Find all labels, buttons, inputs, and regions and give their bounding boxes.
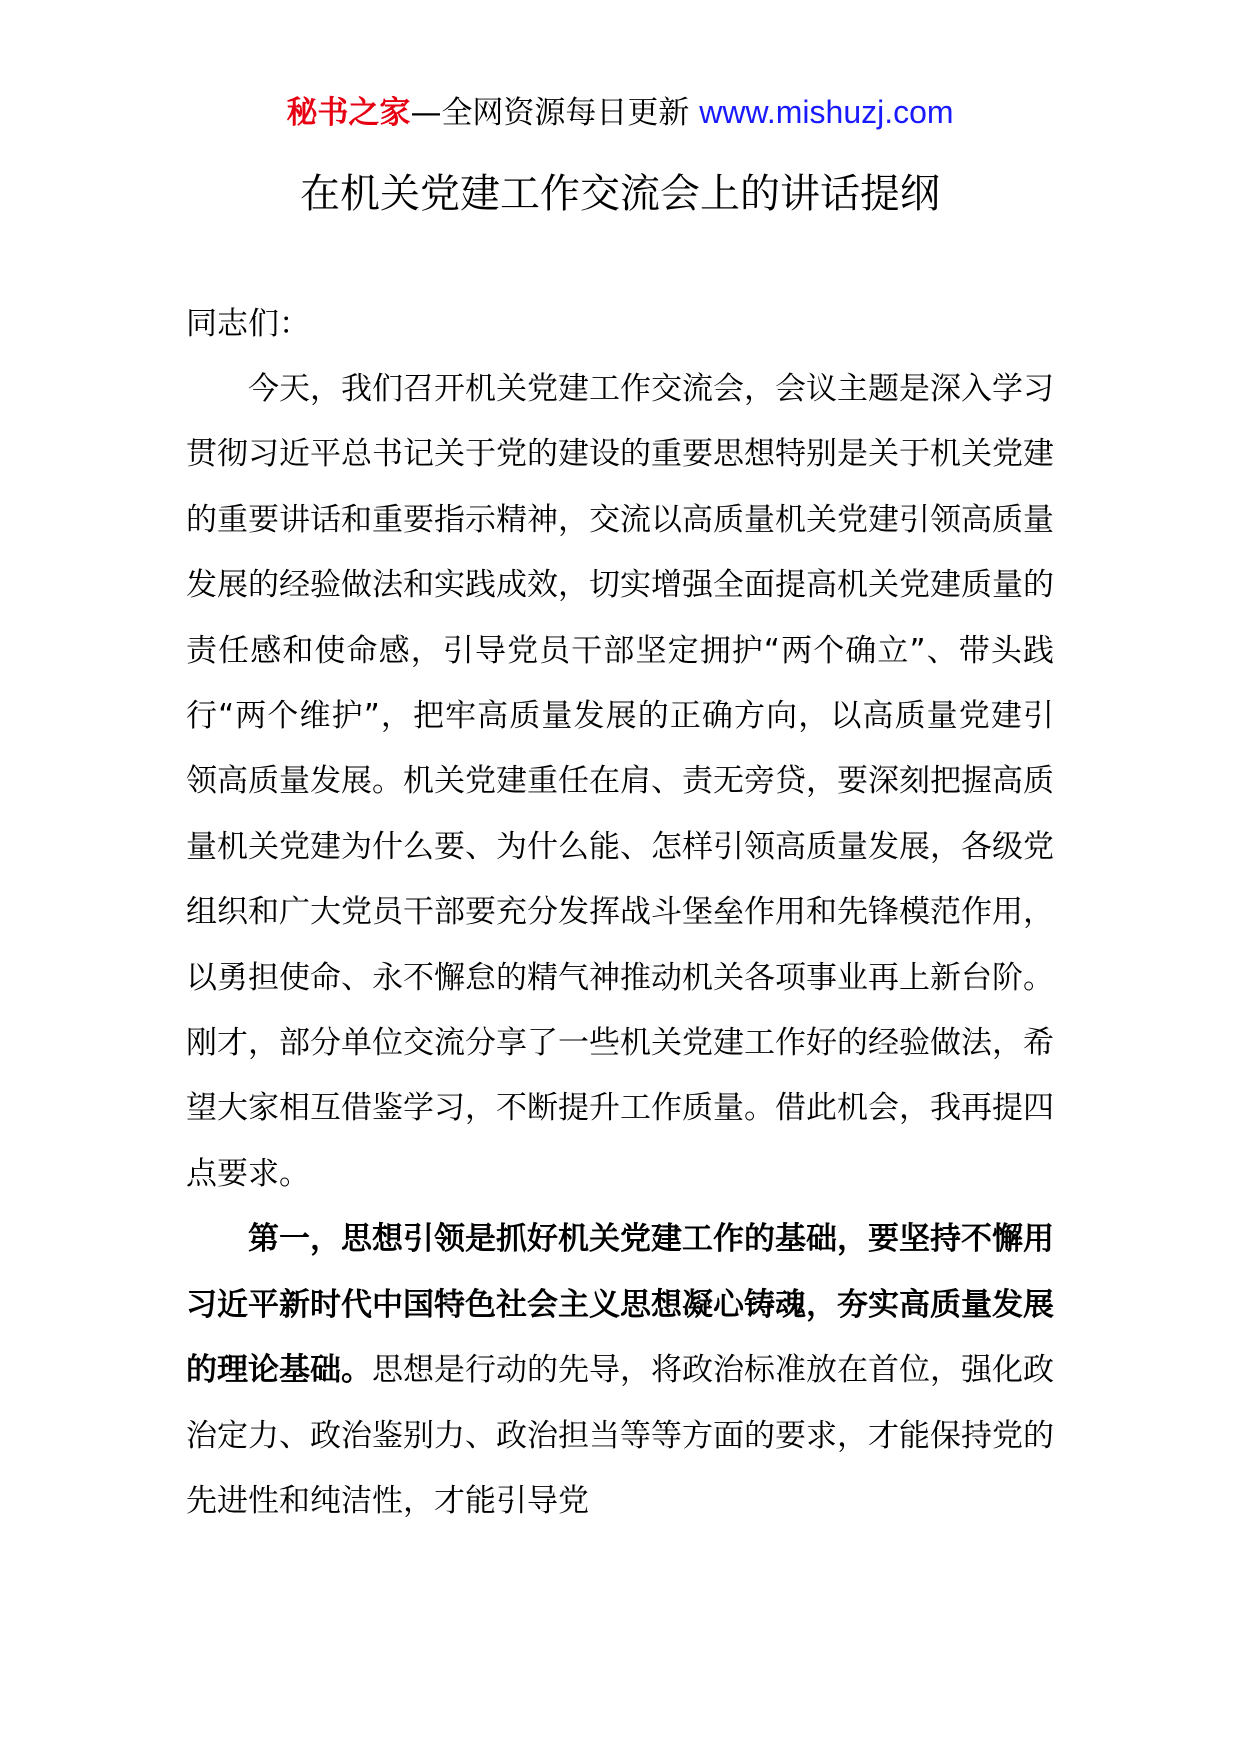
point-one-heading: 第一，思想引领是抓好机关党建工作的基础，要坚持不懈用习近平新时代中国特色社会主义思想凝心铸魂，夯实高质量发展的理论基础。 [186,1221,1054,1389]
point-one-body: 思想是行动的先导，将政治标准放在首位，强化政治定力、政治鉴别力、政治担当等等方面的要求，才能保持党的先进性和纯洁性，才能引导党 [186,1352,1054,1519]
brand-name: 秘书之家 [286,95,411,131]
document-body [186,292,1054,1534]
document-title: 在机关党建工作交流会上的讲话提纲 [300,171,940,217]
site-header [0,92,1240,133]
paragraph-intro: 今天，我们召开机关党建工作交流会，会议主题是深入学习贯彻习近平总书记关于党的建设的重要思想特别是关于机关党建的重要讲话和重要指示精神，交流以高质量机关党建引领高质量发展的经验做法和实践成效，切实增强全面提高机关党建质量的责任感和使命感，引导党员干部坚定拥护“两个确立”、带头践行“两个维护”，把牢高质量发展的正确方向，以高质量党建引领高质量发展。机关党建重任在肩、责无旁贷，要深刻把握高质量机关党建为什么要、为什么能、怎样引领高质量发展，各级党组织和广大党员干部要充分发挥战斗堡垒作用和先锋模范作用，以勇担使命、永不懈怠的精气神推动机关各项事业再上新台阶。刚才，部分单位交流分享了一些机关党建工作好的经验做法，希望大家相互借鉴学习，不断提升工作质量。借此机会，我再提四点要求。 [186,371,1054,1192]
greeting: 同志们： [186,306,310,342]
site-tagline: —全网资源每日更新 [410,95,690,131]
site-url-link[interactable]: www.mishuzj.com [699,94,954,130]
paragraph-point-one [186,1207,1054,1534]
